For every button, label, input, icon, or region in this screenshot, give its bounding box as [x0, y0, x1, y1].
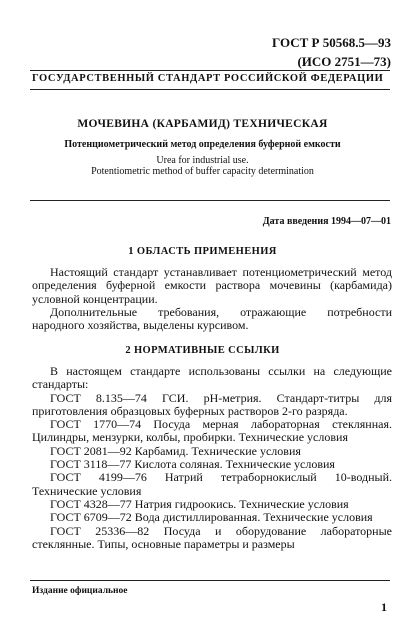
- section1-heading: 1 ОБЛАСТЬ ПРИМЕНЕНИЯ: [128, 246, 277, 257]
- english-title-line1: Urea for industrial use.: [156, 155, 249, 166]
- page-number: 1: [381, 600, 387, 614]
- reference-item: ГОСТ 8.135—74 ГСИ. pH-метрия. Стандарт-титры для приготовления образцовых буферных растворов 2-го разряда.: [32, 390, 392, 418]
- reference-item: ГОСТ 6709—72 Вода дистиллированная. Технические условия: [50, 510, 373, 525]
- section2-intro: В настоящем стандарте использованы ссылки на следующие стандарты:: [32, 364, 392, 392]
- header-rule-top: [30, 70, 390, 71]
- reference-item: ГОСТ 4328—77 Натрия гидроокись. Технические условия: [50, 496, 349, 511]
- section2-body: [32, 365, 392, 551]
- standard-number: ГОСТ Р 50568.5—93: [272, 35, 391, 50]
- iso-number: (ИСО 2751—73): [297, 54, 391, 69]
- document-title: МОЧЕВИНА (КАРБАМИД) ТЕХНИЧЕСКАЯ: [77, 118, 328, 130]
- reference-item: ГОСТ 2081—92 Карбамид. Технические условия: [50, 443, 301, 458]
- section1-body: [32, 266, 392, 332]
- english-title-line2: Potentiometric method of buffer capacity determination: [91, 166, 314, 177]
- edition-label: Издание официальное: [32, 586, 128, 596]
- footer-rule: [30, 580, 390, 581]
- reference-item: ГОСТ 4199—76 Натрий тетраборнокислый 10-водный. Технические условия: [32, 470, 392, 498]
- title-rule: [30, 200, 390, 201]
- document-subtitle: Потенциометрический метод определения буферной емкости: [64, 139, 341, 150]
- section1-paragraph: Настоящий стандарт устанавливает потенциометрический метод определения буферной емкости раствора мочевины (карбамида) условной концентрации.: [32, 265, 392, 306]
- section1-paragraph: Дополнительные требования, отражающие потребности народного хозяйства, выделены курсивом.: [32, 304, 392, 333]
- state-standard-heading: ГОСУДАРСТВЕННЫЙ СТАНДАРТ РОССИЙСКОЙ ФЕДЕРАЦИИ: [32, 73, 384, 84]
- reference-item: ГОСТ 3118—77 Кислота соляная. Технические условия: [50, 457, 335, 472]
- section2-heading: 2 НОРМАТИВНЫЕ ССЫЛКИ: [125, 345, 280, 356]
- header-rule-bottom: [30, 89, 390, 90]
- reference-item: ГОСТ 1770—74 Посуда мерная лабораторная стеклянная. Цилиндры, мензурки, колбы, пробирки. Технические условия: [32, 417, 392, 445]
- standard-number-block: [272, 33, 391, 71]
- reference-item: ГОСТ 25336—82 Посуда и оборудование лабораторные стеклянные. Типы, основные параметры и размеры: [32, 523, 392, 551]
- introduction-date: Дата введения 1994—07—01: [262, 216, 391, 227]
